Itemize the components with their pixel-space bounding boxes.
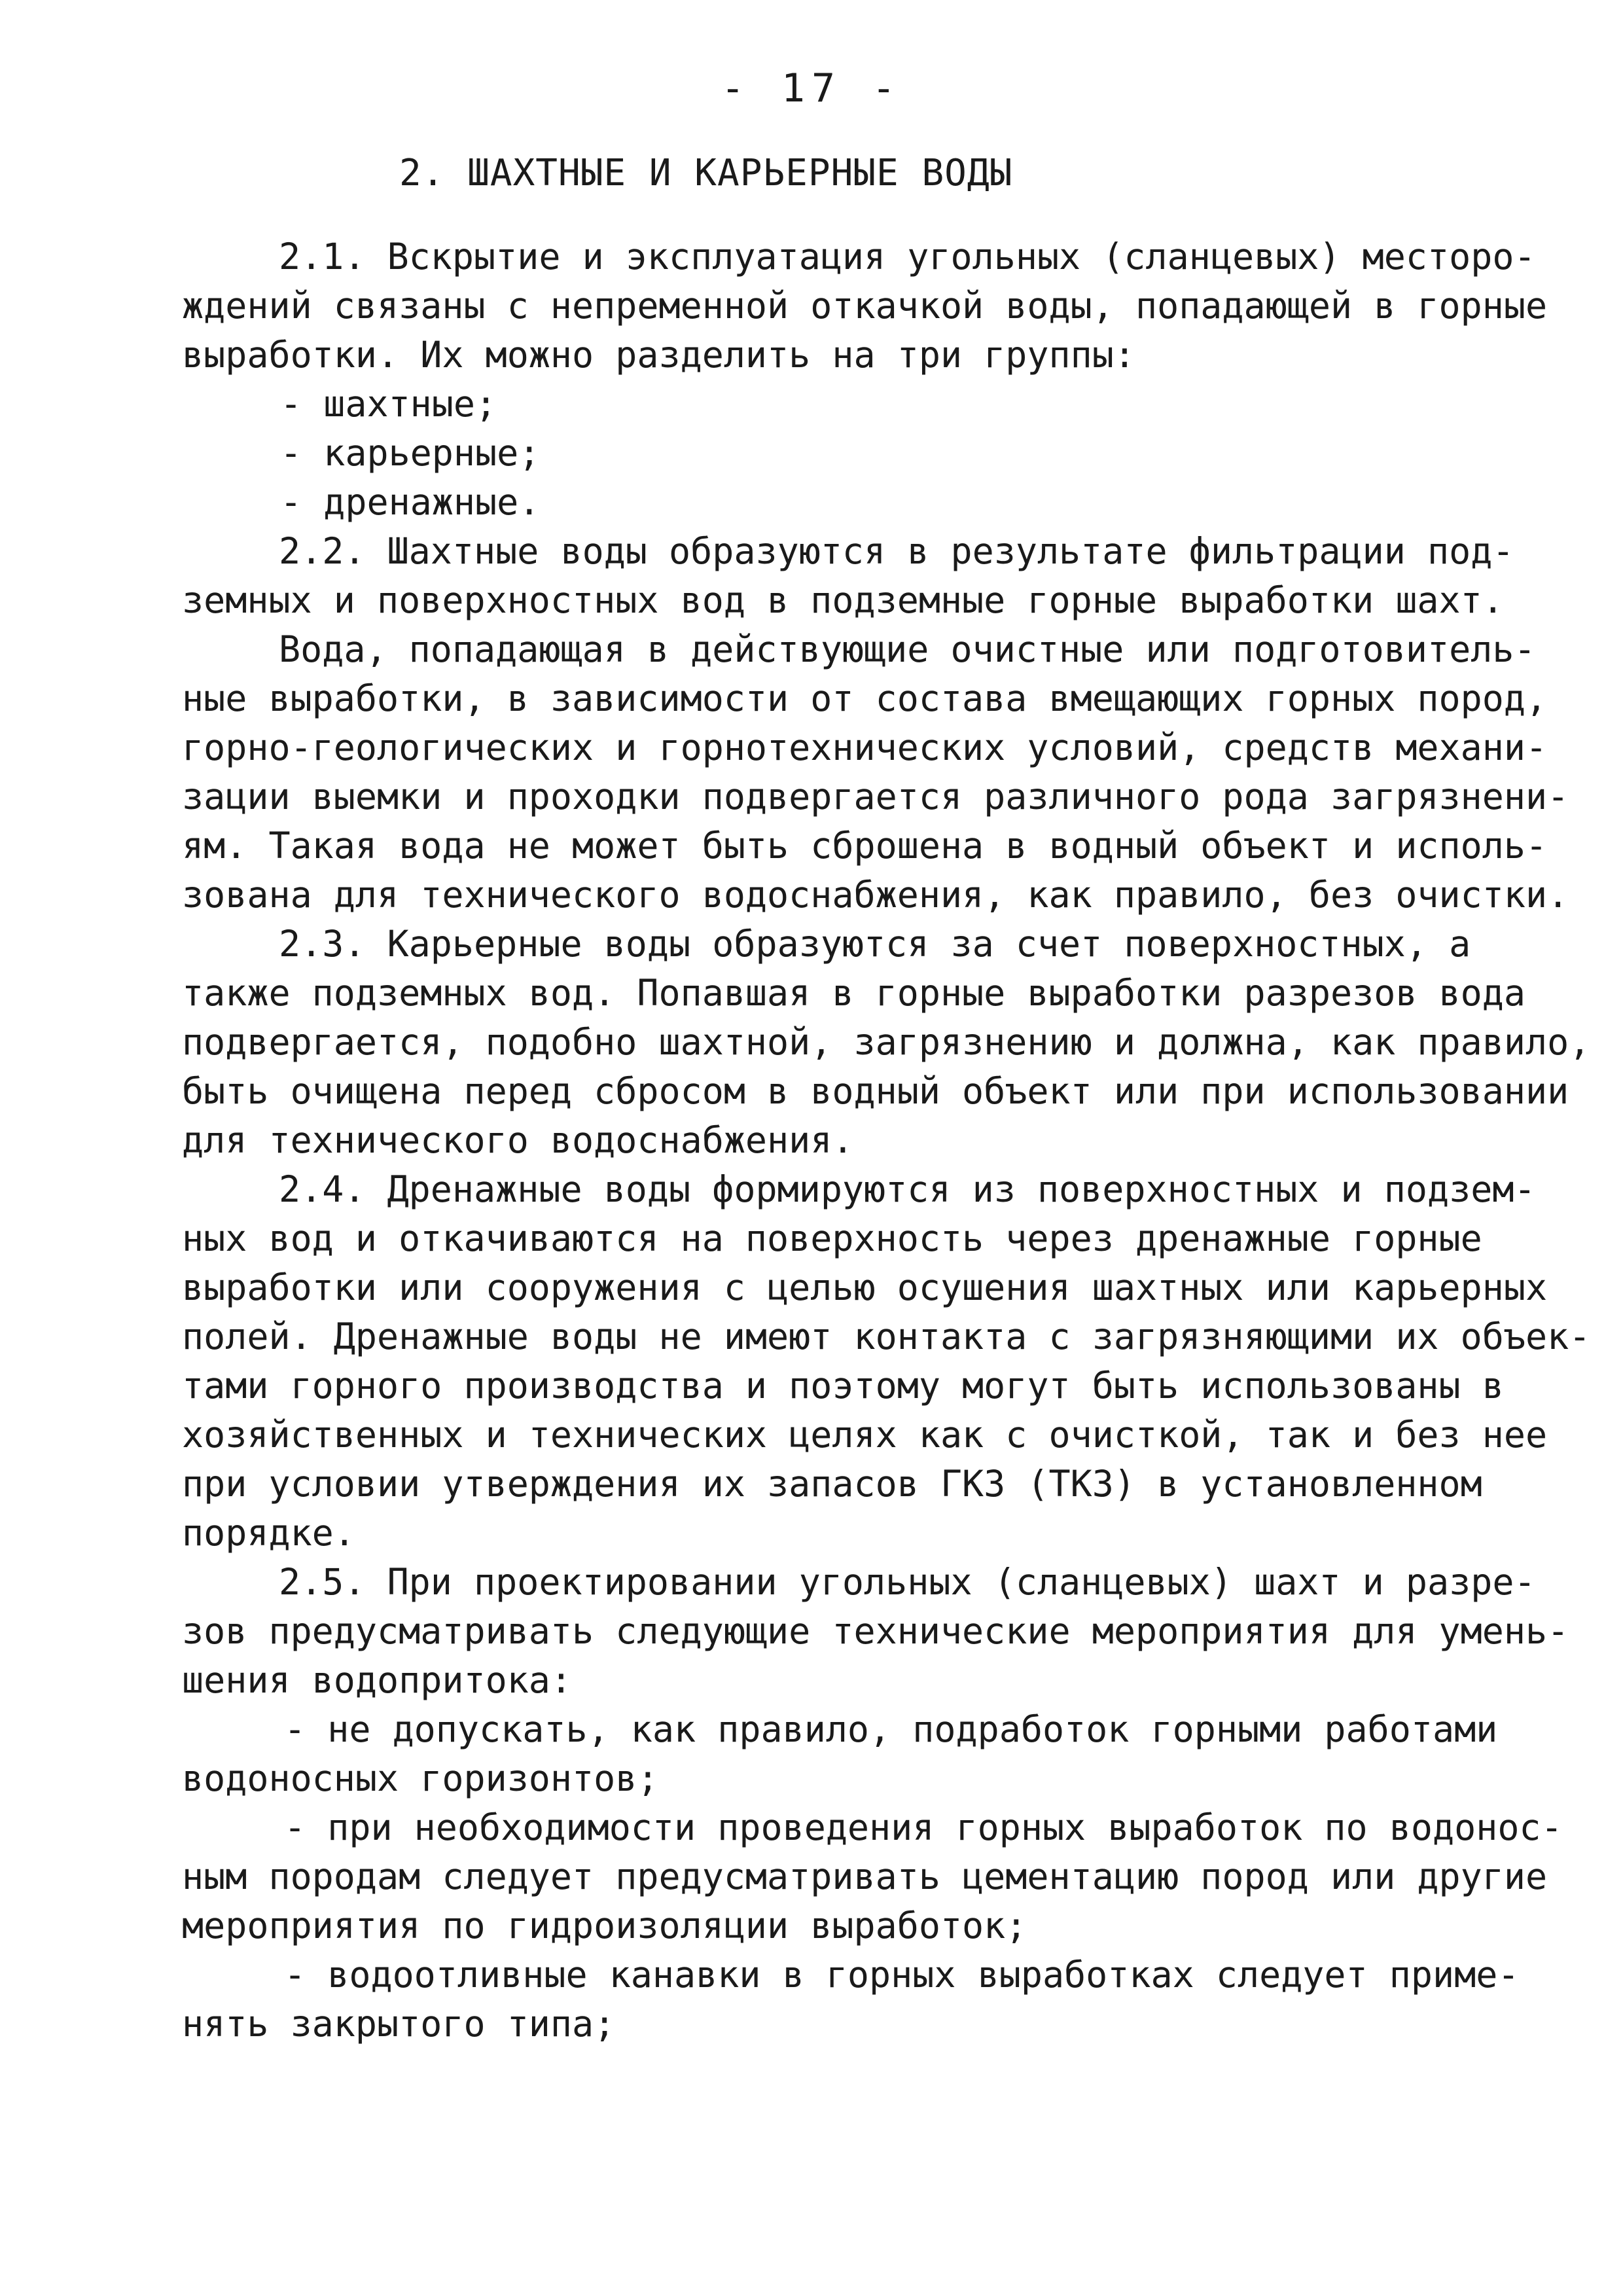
text-line: мероприятия по гидроизоляции выработок; [182, 1905, 1027, 1946]
text-line: быть очищена перед сбросом в водный объект или при использовании [182, 1070, 1569, 1112]
text-line: полей. Дренажные воды не имеют контакта с загрязняющими их объек- [182, 1316, 1591, 1357]
text-line: выработки. Их можно разделить на три группы: [182, 334, 1135, 376]
text-line: нять закрытого типа; [182, 2003, 616, 2045]
text-line: ных вод и откачиваются на поверхность через дренажные горные [182, 1217, 1482, 1259]
document-body [182, 232, 1591, 2049]
text-line: 2.4. Дренажные воды формируются из поверхностных и подзем- [279, 1168, 1536, 1210]
text-line: горно-геологических и горнотехнических условий, средств механи- [182, 726, 1548, 768]
text-line: выработки или сооружения с целью осушения шахтных или карьерных [182, 1266, 1548, 1308]
text-line: ям. Такая вода не может быть сброшена в водный объект и исполь- [182, 825, 1548, 867]
text-line: зации выемки и проходки подвергается различного рода загрязнени- [182, 776, 1569, 817]
text-line: для технического водоснабжения. [182, 1119, 854, 1161]
list-item: - дренажные. [280, 481, 541, 523]
text-line: зов предусматривать следующие технические мероприятия для умень- [182, 1610, 1569, 1652]
text-line: 2.3. Карьерные воды образуются за счет поверхностных, а [279, 923, 1471, 965]
text-line: зована для технического водоснабжения, как правило, без очистки. [182, 874, 1569, 916]
text-line: хозяйственных и технических целях как с очисткой, так и без нее [182, 1414, 1548, 1456]
text-line: ные выработки, в зависимости от состава вмещающих горных пород, [182, 677, 1548, 719]
text-line: земных и поверхностных вод в подземные горные выработки шахт. [182, 579, 1504, 621]
text-line: шения водопритока: [182, 1659, 573, 1701]
list-item: - шахтные; [280, 383, 497, 425]
text-line: ным породам следует предусматривать цементацию пород или другие [182, 1856, 1548, 1897]
text-line: подвергается, подобно шахтной, загрязнению и должна, как правило, [182, 1021, 1591, 1063]
list-item: - не допускать, как правило, подработок горными работами [284, 1708, 1498, 1750]
text-line: 2.1. Вскрытие и эксплуатация угольных (сланцевых) месторо- [279, 236, 1536, 278]
text-line: ждений связаны с непременной откачкой воды, попадающей в горные [182, 285, 1548, 327]
text-line: 2.2. Шахтные воды образуются в результате фильтрации под- [279, 530, 1514, 572]
section-title: 2. ШАХТНЫЕ И КАРЬЕРНЫЕ ВОДЫ [399, 152, 1013, 194]
text-line: Вода, попадающая в действующие очистные или подготовитель- [279, 628, 1536, 670]
text-line: порядке. [182, 1512, 355, 1554]
text-line: тами горного производства и поэтому могут быть использованы в [182, 1365, 1504, 1407]
list-item: - водоотливные канавки в горных выработках следует приме- [284, 1954, 1520, 1996]
text-line: водоносных горизонтов; [182, 1757, 659, 1799]
list-item: - карьерные; [280, 432, 541, 474]
list-item: - при необходимости проведения горных выработок по водонос- [284, 1806, 1563, 1848]
text-line: 2.5. При проектировании угольных (сланцевых) шахт и разре- [279, 1561, 1536, 1603]
text-line: при условии утверждения их запасов ГКЗ (ТКЗ) в установленном [182, 1463, 1482, 1505]
page-number: - 17 - [721, 65, 902, 111]
text-line: также подземных вод. Попавшая в горные выработки разрезов вода [182, 972, 1525, 1014]
